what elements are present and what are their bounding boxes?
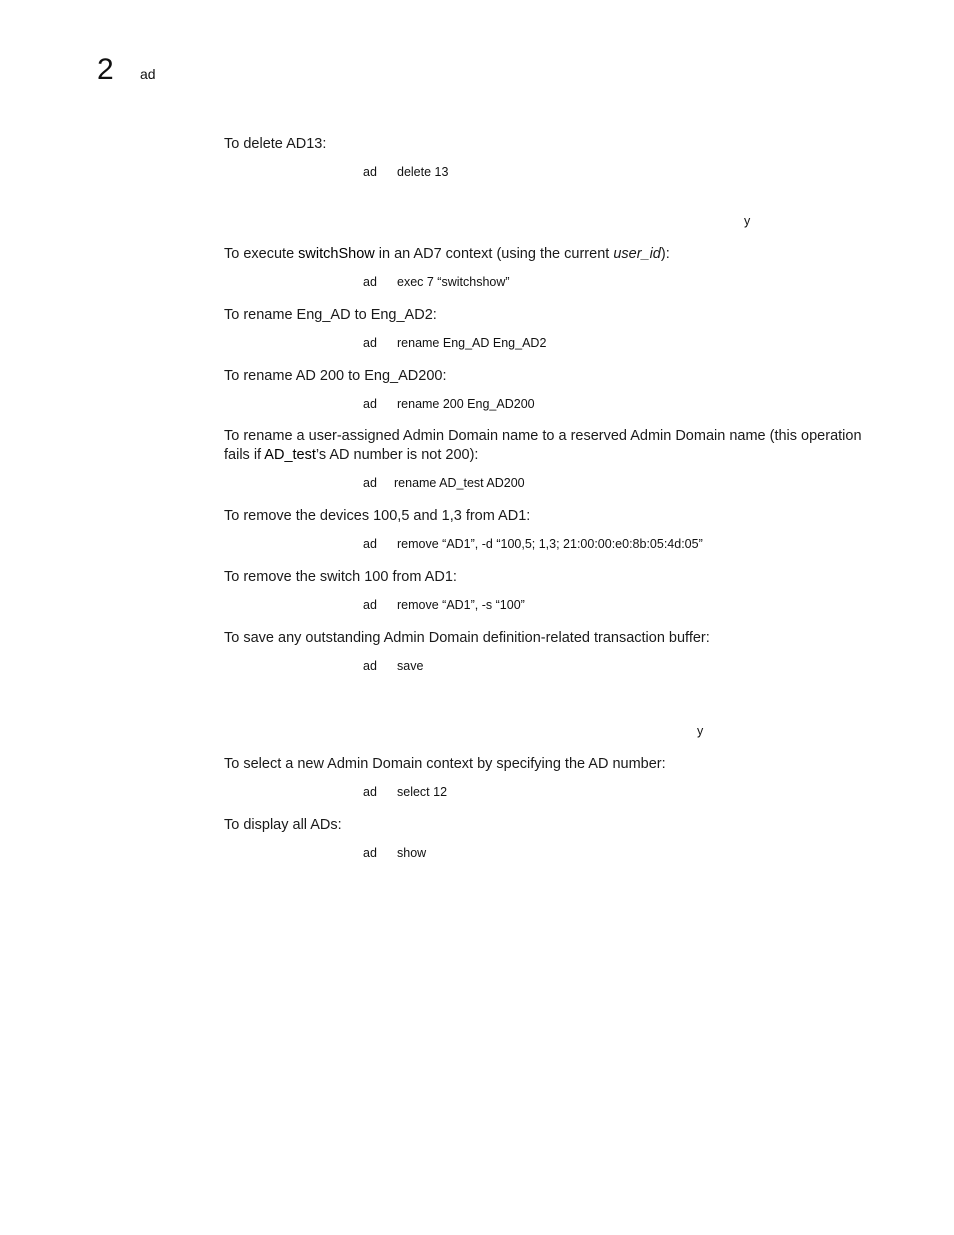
command-name: ad <box>363 336 377 350</box>
example-description-rename-eng: To rename Eng_AD to Eng_AD2: <box>224 307 437 323</box>
desc-text: fails if <box>224 447 265 463</box>
command-name: ad <box>363 397 377 411</box>
example-description-exec <box>224 245 670 264</box>
stray-glyph: y <box>744 214 751 228</box>
example-description-rename-200: To rename AD 200 to Eng_AD200: <box>224 368 447 384</box>
running-head: ad <box>140 66 156 82</box>
command-args-rename-200: rename 200 Eng_AD200 <box>397 397 535 411</box>
command-args-rename-eng: rename Eng_AD Eng_AD2 <box>397 336 547 350</box>
chapter-number: 2 <box>97 53 114 86</box>
command-name: ad <box>363 275 377 289</box>
command-args-select: select 12 <box>397 785 448 799</box>
command-args-delete: delete 13 <box>397 165 449 179</box>
desc-text: ): <box>660 246 670 262</box>
command-name: ad <box>363 598 377 612</box>
desc-text: in an AD7 context (using the current <box>374 246 614 262</box>
command-name: ad <box>363 537 377 551</box>
command-reference: switchShow <box>298 246 375 262</box>
command-name: ad <box>363 785 377 799</box>
command-name: ad <box>363 659 377 673</box>
command-args-exec: exec 7 “switchshow” <box>397 275 510 289</box>
command-name: ad <box>363 476 377 490</box>
example-description-rename-reserved-line2 <box>224 446 478 465</box>
example-description-delete: To delete AD13: <box>224 136 327 152</box>
parameter-reference: user_id <box>613 246 661 262</box>
command-args-save: save <box>397 659 424 673</box>
example-description-select: To select a new Admin Domain context by specifying the AD number: <box>224 756 666 772</box>
example-description-show: To display all ADs: <box>224 817 342 833</box>
command-args-remove-devices: remove “AD1”, -d “100,5; 1,3; 21:00:00:e0:8b:05:4d:05” <box>397 537 703 551</box>
example-description-remove-switch: To remove the switch 100 from AD1: <box>224 569 457 585</box>
command-name: ad <box>363 165 377 179</box>
command-reference: AD_test <box>264 447 316 463</box>
command-args-rename-reserved: rename AD_test AD200 <box>394 476 525 490</box>
command-args-remove-switch: remove “AD1”, -s “100” <box>397 598 525 612</box>
example-description-save: To save any outstanding Admin Domain definition-related transaction buffer: <box>224 630 710 646</box>
command-args-show: show <box>397 846 427 860</box>
desc-text: ’s AD number is not 200): <box>315 447 479 463</box>
example-description-remove-devices: To remove the devices 100,5 and 1,3 from AD1: <box>224 508 531 524</box>
desc-text: To execute <box>224 246 299 262</box>
command-name: ad <box>363 846 377 860</box>
example-description-rename-reserved-line1: To rename a user-assigned Admin Domain name to a reserved Admin Domain name (this operation <box>224 428 862 444</box>
stray-glyph: y <box>697 724 704 738</box>
